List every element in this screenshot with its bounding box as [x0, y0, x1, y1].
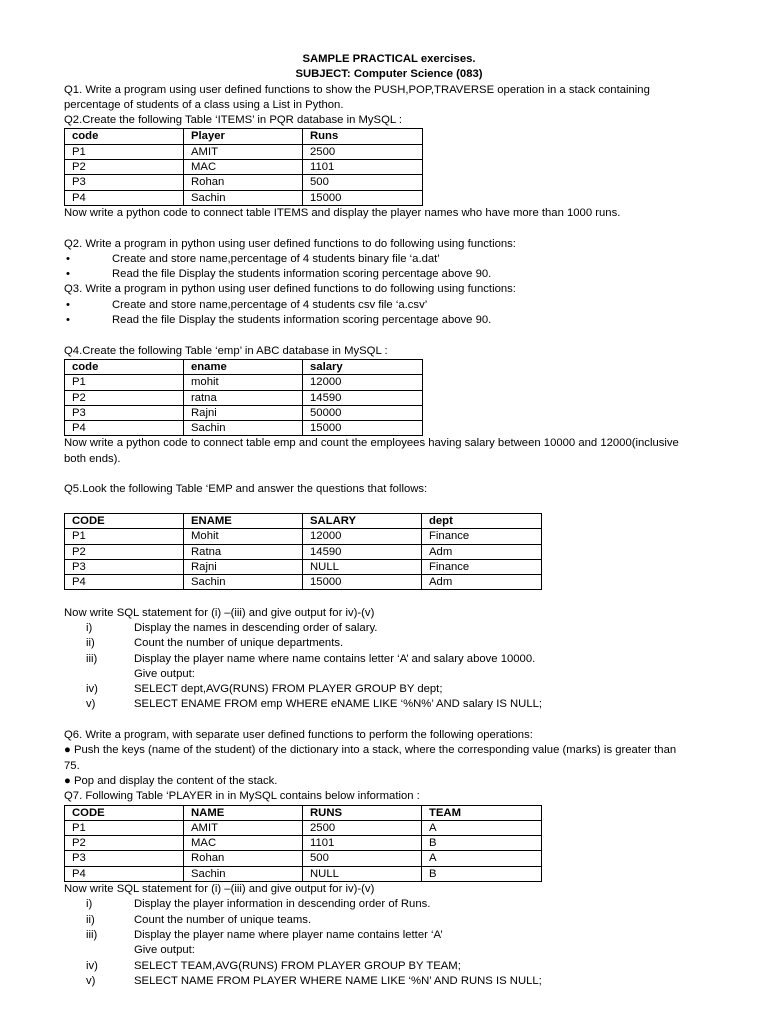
subquestion: [64, 697, 714, 712]
table-row: [65, 866, 542, 881]
subquestion-text: SELECT TEAM,AVG(RUNS) FROM PLAYER GROUP BY TEAM;: [134, 959, 461, 972]
table-cell: P4: [65, 575, 184, 590]
q3-question: Q3. Write a program in python using user defined functions to do following using functions:: [64, 283, 516, 296]
table-cell: A: [422, 851, 542, 866]
table-cell: P2: [65, 390, 184, 405]
table-cell: P4: [65, 190, 184, 205]
table-header-row: [65, 359, 423, 374]
table-cell: P1: [65, 529, 184, 544]
bullet-text: Read the file Display the students information scoring percentage above 90.: [112, 314, 492, 327]
table-cell: 2500: [303, 144, 423, 159]
table-cell: Rohan: [184, 851, 303, 866]
q6-line-4: ● Pop and display the content of the stack.: [64, 774, 278, 787]
q5-instruction: Now write SQL statement for (i) –(iii) and give output for iv)-(v): [64, 606, 375, 619]
table-cell: 500: [303, 175, 423, 190]
table-cell: B: [422, 836, 542, 851]
column-header: code: [65, 129, 184, 144]
q4-instruction-2: both ends).: [64, 452, 121, 465]
table-cell: P2: [65, 160, 184, 175]
table-cell: 12000: [303, 375, 423, 390]
subquestion: [64, 974, 714, 989]
table-cell: P3: [65, 175, 184, 190]
column-header: TEAM: [422, 805, 542, 820]
table-row: [65, 836, 542, 851]
table-row: [65, 405, 423, 420]
subquestion-text: Count the number of unique teams.: [134, 913, 312, 926]
table-cell: Finance: [422, 559, 542, 574]
table-row: [65, 160, 423, 175]
emp2-table: [64, 513, 542, 590]
column-header: salary: [303, 359, 423, 374]
table-row: [65, 190, 423, 205]
table-row: [65, 144, 423, 159]
subquestion-number: v): [86, 698, 96, 711]
table-cell: 1101: [303, 160, 423, 175]
subquestion-text: Display the names in descending order of salary.: [134, 621, 378, 634]
subquestion: [64, 621, 714, 636]
q2b-bullet-1: [64, 252, 714, 267]
column-header: NAME: [184, 805, 303, 820]
subquestion-text: SELECT dept,AVG(RUNS) FROM PLAYER GROUP BY dept;: [134, 683, 443, 696]
subquestion: [64, 636, 714, 651]
table-cell: 2500: [303, 820, 422, 835]
table-cell: P3: [65, 559, 184, 574]
table-row: [65, 820, 542, 835]
table-cell: MAC: [184, 836, 303, 851]
table-row: [65, 575, 542, 590]
table-cell: Adm: [422, 575, 542, 590]
table-cell: NULL: [303, 866, 422, 881]
table-cell: Finance: [422, 529, 542, 544]
table-cell: Rajni: [184, 405, 303, 420]
table-cell: P4: [65, 866, 184, 881]
table-row: [65, 559, 542, 574]
document-title: SAMPLE PRACTICAL exercises.: [302, 53, 476, 65]
column-header: ENAME: [184, 513, 303, 528]
table-cell: P3: [65, 405, 184, 420]
subquestion-number: iv): [86, 683, 98, 696]
column-header: SALARY: [303, 513, 422, 528]
subquestion-text: SELECT ENAME FROM emp WHERE eNAME LIKE ‘%N%’ AND salary IS NULL;: [134, 698, 543, 711]
table-cell: P3: [65, 851, 184, 866]
q2b-bullet-2: [64, 267, 714, 282]
bullet-glyph: •: [66, 314, 70, 327]
column-header: dept: [422, 513, 542, 528]
column-header: Player: [184, 129, 303, 144]
q2a-intro: Q2.Create the following Table ‘ITEMS’ in PQR database in MySQL :: [64, 114, 403, 127]
subquestion-number: ii): [86, 913, 95, 926]
column-header: RUNS: [303, 805, 422, 820]
subquestion-text: Give output:: [134, 944, 195, 957]
bullet-text: Read the file Display the students information scoring percentage above 90.: [112, 268, 492, 281]
table-cell: 12000: [303, 529, 422, 544]
table-header-row: [65, 129, 423, 144]
subquestion-number: [64, 943, 134, 958]
q6-line-1: Q6. Write a program, with separate user defined functions to perform the following operations:: [64, 729, 533, 742]
bullet-text: Create and store name,percentage of 4 students csv file ‘a.csv’: [112, 298, 428, 311]
document-subject: SUBJECT: Computer Science (083): [295, 68, 483, 81]
q7-instruction: Now write SQL statement for (i) –(iii) and give output for iv)-(v): [64, 883, 375, 896]
subquestion-number: i): [86, 898, 93, 911]
table-row: [65, 544, 542, 559]
subquestion-number: v): [86, 974, 96, 987]
table-cell: AMIT: [184, 820, 303, 835]
table-cell: Sachin: [184, 421, 303, 436]
subquestion-number: ii): [86, 637, 95, 650]
subquestion: [64, 897, 714, 912]
table-cell: A: [422, 820, 542, 835]
q5-subquestions: [64, 621, 714, 713]
table-cell: 14590: [303, 390, 423, 405]
table-row: [65, 375, 423, 390]
q7-intro: Q7. Following Table ‘PLAYER in in MySQL contains below information :: [64, 790, 420, 803]
subquestion: [64, 682, 714, 697]
table-cell: mohit: [184, 375, 303, 390]
subquestion-number: iii): [86, 928, 98, 941]
subquestion-text: Count the number of unique departments.: [134, 637, 344, 650]
table-cell: P2: [65, 544, 184, 559]
table-cell: 14590: [303, 544, 422, 559]
table-cell: P2: [65, 836, 184, 851]
subquestion-text: Display the player name where player name contains letter ‘A’: [134, 928, 443, 941]
subquestion: [64, 667, 714, 682]
q3-bullet-2: [64, 313, 714, 328]
q6-line-2: ● Push the keys (name of the student) of the dictionary into a stack, where the corresponding value (marks) is greater than: [64, 744, 677, 757]
column-header: CODE: [65, 513, 184, 528]
subquestion-number: [64, 667, 134, 682]
q4-intro: Q4.Create the following Table ‘emp’ in ABC database in MySQL :: [64, 344, 388, 357]
table-row: [65, 851, 542, 866]
table-row: [65, 529, 542, 544]
q1-line-2: percentage of students of a class using a List in Python.: [64, 98, 344, 111]
table-cell: Sachin: [184, 866, 303, 881]
table-header-row: [65, 513, 542, 528]
table-cell: Sachin: [184, 575, 303, 590]
q5-intro: Q5.Look the following Table ‘EMP and answer the questions that follows:: [64, 483, 428, 496]
subquestion: [64, 652, 714, 667]
q7-subquestions: [64, 897, 714, 989]
table-header-row: [65, 805, 542, 820]
table-cell: B: [422, 866, 542, 881]
table-row: [65, 175, 423, 190]
bullet-text: Create and store name,percentage of 4 students binary file ‘a.dat’: [112, 252, 440, 265]
subquestion: [64, 959, 714, 974]
subquestion: [64, 943, 714, 958]
subquestion-number: iv): [86, 959, 98, 972]
subquestion: [64, 928, 714, 943]
subquestion-number: iii): [86, 652, 98, 665]
table-cell: 500: [303, 851, 422, 866]
table-cell: P4: [65, 421, 184, 436]
table-cell: NULL: [303, 559, 422, 574]
table-cell: P1: [65, 144, 184, 159]
table-cell: 15000: [303, 190, 423, 205]
column-header: ename: [184, 359, 303, 374]
emp-table: [64, 359, 423, 436]
table-cell: 1101: [303, 836, 422, 851]
table-cell: P1: [65, 375, 184, 390]
column-header: Runs: [303, 129, 423, 144]
table-row: [65, 421, 423, 436]
table-cell: P1: [65, 820, 184, 835]
table-cell: 15000: [303, 575, 422, 590]
bullet-glyph: •: [66, 252, 70, 265]
subquestion: [64, 913, 714, 928]
table-cell: 15000: [303, 421, 423, 436]
q3-bullet-1: [64, 298, 714, 313]
table-cell: ratna: [184, 390, 303, 405]
items-table: [64, 128, 423, 205]
table-cell: Rajni: [184, 559, 303, 574]
subquestion-text: Display the player name where name contains letter ‘A’ and salary above 10000.: [134, 652, 536, 665]
table-cell: AMIT: [184, 144, 303, 159]
bullet-glyph: •: [66, 268, 70, 281]
q2b-question: Q2. Write a program in python using user defined functions to do following using functions:: [64, 237, 516, 250]
column-header: code: [65, 359, 184, 374]
table-cell: Mohit: [184, 529, 303, 544]
subquestion-text: Give output:: [134, 667, 195, 680]
table-cell: Sachin: [184, 190, 303, 205]
document-page: [64, 52, 714, 989]
table-cell: Adm: [422, 544, 542, 559]
subquestion-text: Display the player information in descending order of Runs.: [134, 898, 431, 911]
table-row: [65, 390, 423, 405]
q4-instruction-1: Now write a python code to connect table emp and count the employees having salary between 10000 and 12000(inclusive: [64, 437, 679, 450]
bullet-glyph: •: [66, 298, 70, 311]
table-cell: MAC: [184, 160, 303, 175]
column-header: CODE: [65, 805, 184, 820]
subquestion-number: i): [86, 621, 93, 634]
q1-line-1: Q1. Write a program using user defined functions to show the PUSH,POP,TRAVERSE operation in a stack containing: [64, 83, 650, 96]
table-cell: 50000: [303, 405, 423, 420]
table-cell: Rohan: [184, 175, 303, 190]
q2a-instruction: Now write a python code to connect table ITEMS and display the player names who have more than 1000 runs.: [64, 206, 621, 219]
player-table: [64, 805, 542, 882]
subquestion-text: SELECT NAME FROM PLAYER WHERE NAME LIKE ‘%N’ AND RUNS IS NULL;: [134, 974, 542, 987]
table-cell: Ratna: [184, 544, 303, 559]
q6-line-3: 75.: [64, 759, 80, 772]
